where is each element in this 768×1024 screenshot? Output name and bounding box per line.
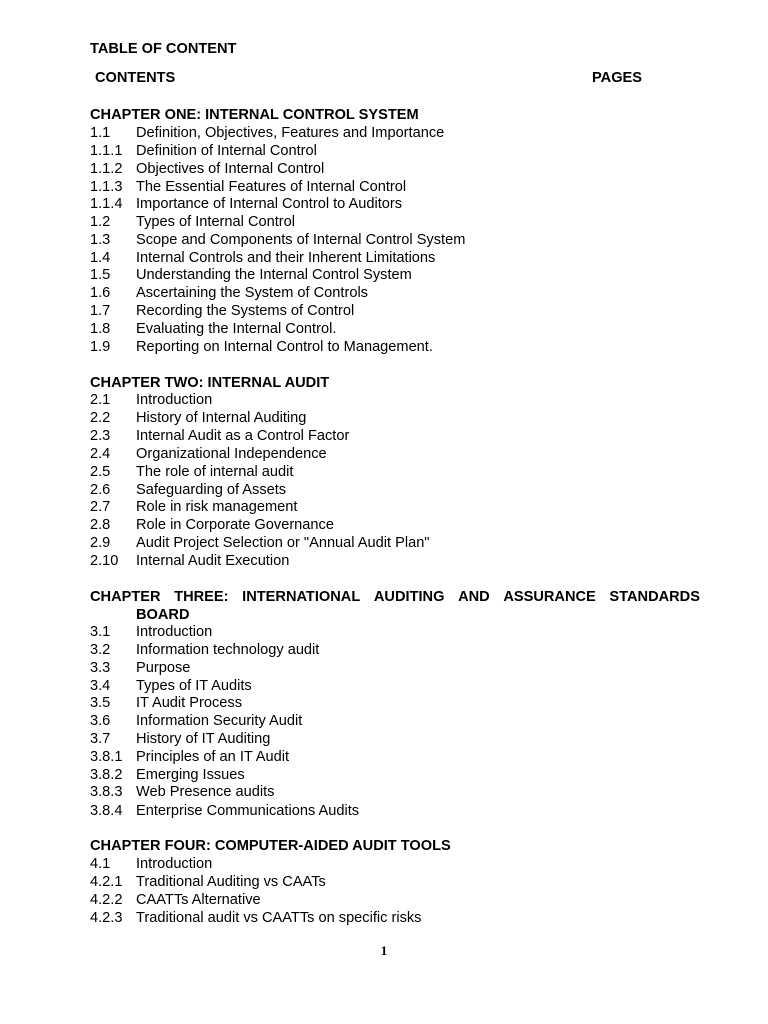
entry-number: 4.1: [90, 856, 111, 872]
entry-title: Information Security Audit: [136, 713, 303, 729]
toc-entry: [90, 677, 252, 695]
document-title: TABLE OF CONTENT: [90, 41, 237, 57]
toc-entry: [90, 873, 326, 891]
entry-number: 1.9: [90, 339, 111, 355]
entry-title: Definition, Objectives, Features and Importance: [136, 125, 445, 141]
toc-entry: [90, 124, 444, 142]
entry-number: 3.6: [90, 713, 111, 729]
toc-entry: [90, 783, 274, 801]
entry-number: 2.4: [90, 446, 111, 462]
entry-number: 1.4: [90, 250, 111, 266]
toc-entry: [90, 231, 465, 249]
toc-entry: [90, 266, 412, 284]
entry-title: Traditional audit vs CAATTs on specific risks: [136, 910, 422, 926]
heading-word: THREE:: [174, 589, 229, 605]
toc-entry: [90, 748, 289, 766]
page-number: 1: [380, 943, 388, 958]
entry-number: 3.5: [90, 695, 111, 711]
entry-title: Information technology audit: [136, 642, 320, 658]
toc-entry: [90, 338, 433, 356]
toc-entry: [90, 160, 324, 178]
entry-title: Introduction: [136, 856, 213, 872]
toc-entry: [90, 909, 421, 927]
entry-number: 1.3: [90, 232, 111, 248]
chapter-four-heading: CHAPTER FOUR: COMPUTER-AIDED AUDIT TOOLS: [90, 838, 451, 854]
entry-title: Definition of Internal Control: [136, 143, 317, 159]
toc-entry: [90, 391, 212, 409]
toc-entry: [90, 142, 317, 160]
entry-title: CAATTs Alternative: [136, 892, 261, 908]
entry-title: Ascertaining the System of Controls: [136, 285, 368, 301]
entry-number: 2.5: [90, 464, 111, 480]
entry-title: Traditional Auditing vs CAATs: [136, 874, 326, 890]
toc-entry: [90, 623, 212, 641]
entry-number: 3.8.1: [90, 749, 123, 765]
entry-title: Introduction: [136, 392, 213, 408]
toc-entry: [90, 178, 406, 196]
entry-title: Scope and Components of Internal Control System: [136, 232, 466, 248]
heading-word: ASSURANCE: [503, 589, 596, 605]
entry-title: Recording the Systems of Control: [136, 303, 355, 319]
entry-title: History of IT Auditing: [136, 731, 271, 747]
pages-column-header: PAGES: [592, 70, 643, 86]
heading-word: INTERNATIONAL: [242, 589, 361, 605]
entry-number: 2.9: [90, 535, 111, 551]
entry-number: 2.3: [90, 428, 111, 444]
entry-title: Reporting on Internal Control to Management.: [136, 339, 433, 355]
entry-title: History of Internal Auditing: [136, 410, 307, 426]
entry-title: Purpose: [136, 660, 191, 676]
entry-number: 2.2: [90, 410, 111, 426]
toc-entry: [90, 213, 295, 231]
heading-word: AUDITING: [373, 589, 445, 605]
toc-entry: [90, 891, 261, 909]
entry-title: Types of Internal Control: [136, 214, 295, 230]
entry-title: IT Audit Process: [136, 695, 242, 711]
toc-entry: [90, 730, 270, 748]
entry-number: 1.6: [90, 285, 111, 301]
toc-entry: [90, 249, 435, 267]
entry-title: Internal Audit Execution: [136, 553, 290, 569]
toc-entry: [90, 516, 334, 534]
toc-entry: [90, 445, 327, 463]
entry-title: Objectives of Internal Control: [136, 161, 325, 177]
toc-entry: [90, 802, 359, 820]
entry-number: 1.1.3: [90, 179, 123, 195]
chapter-three-heading: [90, 588, 700, 624]
toc-entry: [90, 284, 368, 302]
entry-title: The role of internal audit: [136, 464, 294, 480]
entry-number: 1.1.4: [90, 196, 123, 212]
contents-column-header: CONTENTS: [95, 70, 176, 86]
entry-number: 3.3: [90, 660, 111, 676]
entry-number: 1.1.2: [90, 161, 123, 177]
entry-number: 4.2.1: [90, 874, 123, 890]
entry-number: 4.2.2: [90, 892, 123, 908]
entry-number: 2.8: [90, 517, 111, 533]
toc-entry: [90, 498, 297, 516]
entry-number: 3.1: [90, 624, 111, 640]
chapter-one-heading: CHAPTER ONE: INTERNAL CONTROL SYSTEM: [90, 107, 419, 123]
toc-entry: [90, 712, 302, 730]
entry-number: 3.4: [90, 678, 111, 694]
chapter-three-heading-line2: BOARD: [136, 607, 190, 623]
entry-number: 1.1.1: [90, 143, 123, 159]
entry-number: 1.2: [90, 214, 111, 230]
entry-title: Introduction: [136, 624, 213, 640]
toc-entry: [90, 694, 242, 712]
entry-number: 1.7: [90, 303, 111, 319]
entry-number: 1.1: [90, 125, 111, 141]
entry-title: The Essential Features of Internal Control: [136, 179, 407, 195]
entry-title: Principles of an IT Audit: [136, 749, 290, 765]
entry-title: Enterprise Communications Audits: [136, 803, 360, 819]
entry-title: Emerging Issues: [136, 767, 245, 783]
toc-entry: [90, 855, 212, 873]
entry-number: 1.8: [90, 321, 111, 337]
toc-entry: [90, 195, 402, 213]
entry-number: 3.8.2: [90, 767, 123, 783]
heading-word: AND: [458, 589, 490, 605]
entry-number: 2.1: [90, 392, 111, 408]
toc-entry: [90, 534, 430, 552]
toc-entry: [90, 302, 354, 320]
toc-entry: [90, 659, 190, 677]
entry-title: Importance of Internal Control to Auditors: [136, 196, 403, 212]
entry-number: 3.2: [90, 642, 111, 658]
heading-word: STANDARDS: [609, 589, 700, 605]
toc-entry: [90, 427, 349, 445]
toc-entry: [90, 641, 319, 659]
entry-number: 3.8.3: [90, 784, 123, 800]
entry-number: 2.6: [90, 482, 111, 498]
entry-title: Organizational Independence: [136, 446, 327, 462]
toc-entry: [90, 552, 289, 570]
toc-entry: [90, 481, 286, 499]
entry-title: Evaluating the Internal Control.: [136, 321, 337, 337]
entry-title: Understanding the Internal Control System: [136, 267, 412, 283]
entry-title: Types of IT Audits: [136, 678, 252, 694]
entry-number: 4.2.3: [90, 910, 123, 926]
chapter-two-heading: CHAPTER TWO: INTERNAL AUDIT: [90, 375, 330, 391]
entry-title: Internal Controls and their Inherent Limitations: [136, 250, 436, 266]
entry-title: Web Presence audits: [136, 784, 275, 800]
entry-title: Audit Project Selection or "Annual Audit Plan": [136, 535, 430, 551]
chapter-three-heading-line1: [90, 588, 700, 606]
toc-entry: [90, 766, 245, 784]
entry-title: Role in risk management: [136, 499, 298, 515]
toc-entry: [90, 463, 293, 481]
entry-number: 2.10: [90, 553, 119, 569]
entry-number: 2.7: [90, 499, 111, 515]
entry-number: 1.5: [90, 267, 111, 283]
toc-entry: [90, 409, 306, 427]
entry-title: Role in Corporate Governance: [136, 517, 334, 533]
entry-title: Internal Audit as a Control Factor: [136, 428, 350, 444]
toc-entry: [90, 320, 336, 338]
entry-number: 3.7: [90, 731, 111, 747]
entry-title: Safeguarding of Assets: [136, 482, 287, 498]
heading-word: CHAPTER: [90, 589, 161, 605]
entry-number: 3.8.4: [90, 803, 123, 819]
